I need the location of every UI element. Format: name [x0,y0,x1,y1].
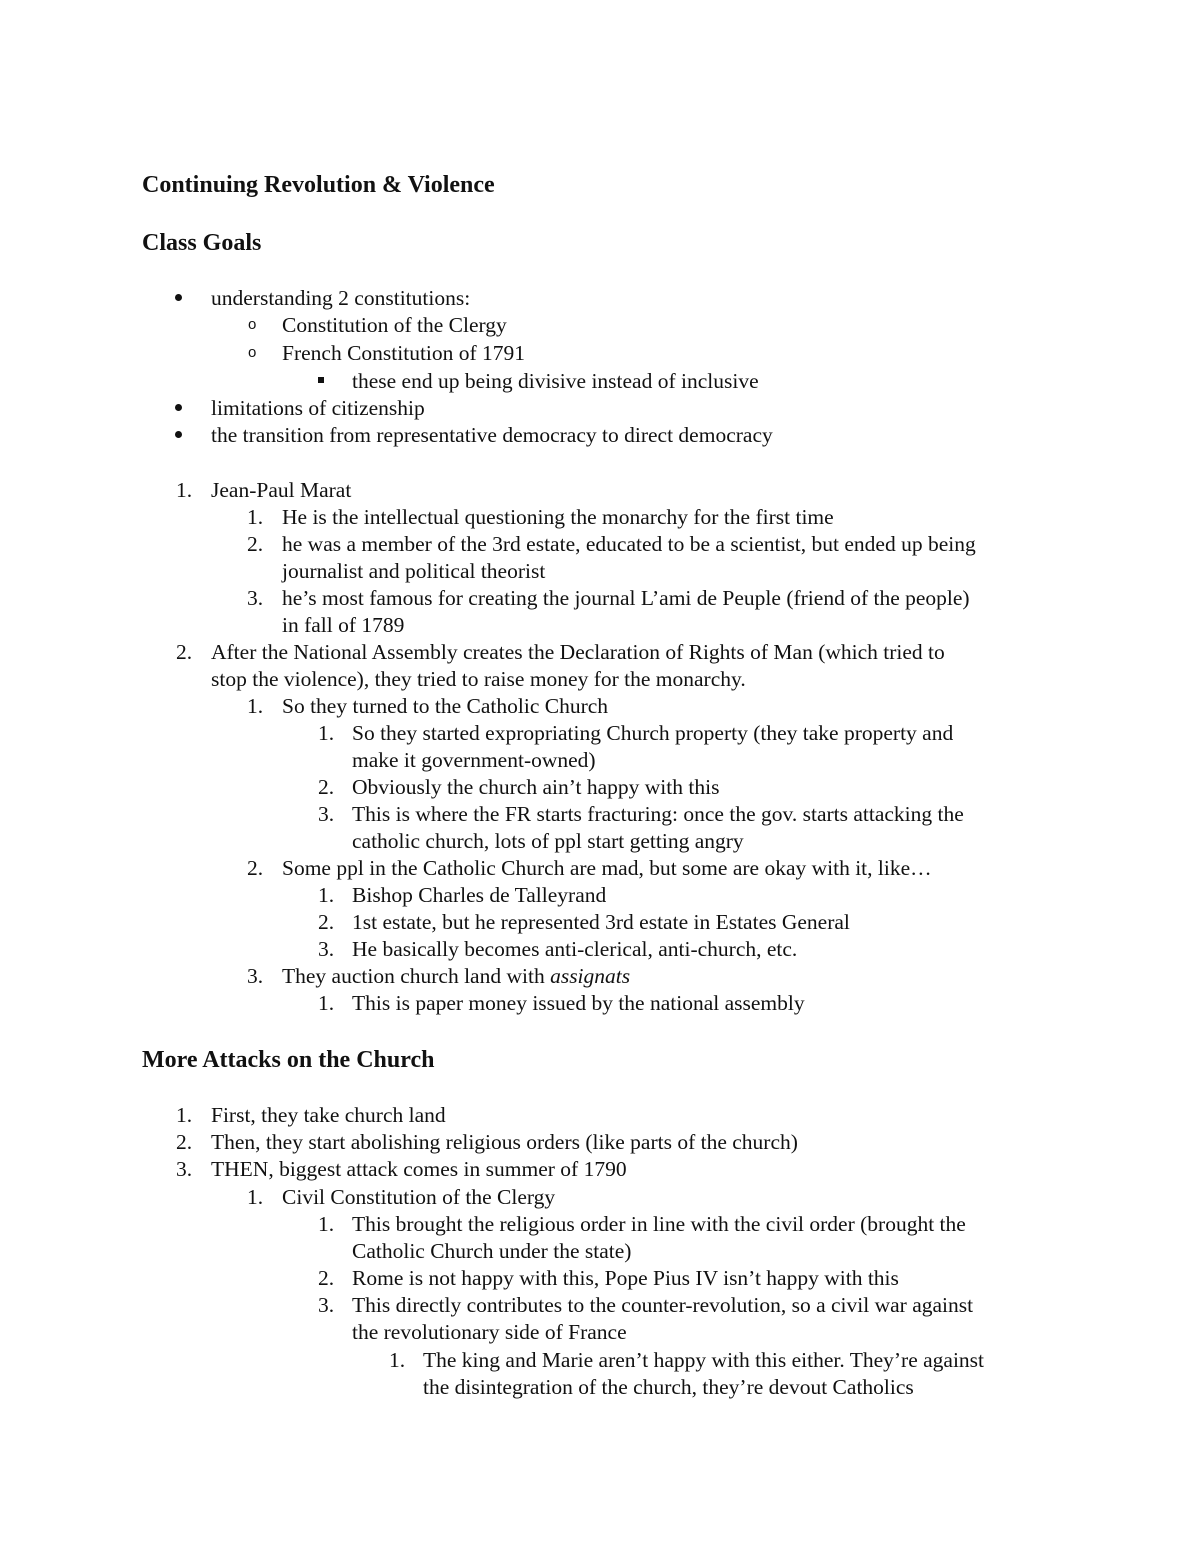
list-item-continuation: in fall of 1789 [282,613,405,637]
list-item: he’s most famous for creating the journal L’ami de Peuple (friend of the people) [282,586,970,610]
list-number: 2. [176,640,193,664]
circle-bullet-icon: o [248,316,257,333]
list-number: 2. [318,1266,335,1290]
list-number: 1. [247,1185,264,1209]
list-number: 1. [318,721,335,745]
list-item: Rome is not happy with this, Pope Pius IV isn’t happy with this [352,1266,899,1290]
list-item: The king and Marie aren’t happy with this either. They’re against [423,1348,985,1372]
list-item: Then, they start abolishing religious orders (like parts of the church) [211,1130,798,1154]
list-item-continuation: Catholic Church under the state) [352,1239,632,1263]
list-number: 1. [318,991,335,1015]
list-item: Bishop Charles de Talleyrand [352,883,607,907]
list-number: 1. [247,694,264,718]
list-item: Jean-Paul Marat [211,478,352,502]
list-item: So they turned to the Catholic Church [282,694,609,718]
goal-item: understanding 2 constitutions: [211,286,471,310]
list-item: He basically becomes anti-clerical, anti-church, etc. [352,937,798,961]
class-goals-heading: Class Goals [142,230,262,256]
bullet-dot-icon [175,404,182,411]
list-item: First, they take church land [211,1103,446,1127]
list-item: He is the intellectual questioning the monarchy for the first time [282,505,834,529]
list-item: THEN, biggest attack comes in summer of 1790 [211,1157,627,1181]
list-item: After the National Assembly creates the Declaration of Rights of Man (which tried to [211,640,945,664]
goal-subsubitem: these end up being divisive instead of inclusive [352,369,759,393]
list-number: 3. [318,802,335,826]
list-number: 1. [318,1212,335,1236]
list-item-continuation: make it government-owned) [352,748,596,772]
list-number: 2. [247,532,264,556]
list-item: he was a member of the 3rd estate, educated to be a scientist, but ended up being [282,532,976,556]
list-number: 2. [318,910,335,934]
list-item: Civil Constitution of the Clergy [282,1185,556,1209]
square-bullet-icon [318,377,324,383]
goal-subitem: French Constitution of 1791 [282,341,526,365]
list-number: 1. [176,478,193,502]
list-item: This is where the FR starts fracturing: once the gov. starts attacking the [352,802,964,826]
attacks-heading: More Attacks on the Church [142,1047,435,1073]
list-number: 2. [318,775,335,799]
list-number: 3. [247,964,264,988]
goal-item: limitations of citizenship [211,396,425,420]
list-item: Obviously the church ain’t happy with this [352,775,720,799]
list-item-continuation: journalist and political theorist [282,559,546,583]
list-number: 2. [247,856,264,880]
list-number: 3. [318,937,335,961]
goal-item: the transition from representative democracy to direct democracy [211,423,773,447]
list-item-continuation: the disintegration of the church, they’re devout Catholics [423,1375,914,1399]
list-number: 2. [176,1130,193,1154]
list-item: This brought the religious order in line with the civil order (brought the [352,1212,966,1236]
bullet-dot-icon [175,294,182,301]
assignats-term: assignats [550,964,631,988]
bullet-dot-icon [175,431,182,438]
document-title: Continuing Revolution & Violence [142,172,495,198]
list-number: 1. [318,883,335,907]
circle-bullet-icon: o [248,344,257,361]
list-item: So they started expropriating Church property (they take property and [352,721,954,745]
list-item: This directly contributes to the counter-revolution, so a civil war against [352,1293,974,1317]
list-item-continuation: the revolutionary side of France [352,1320,627,1344]
list-item [282,963,630,990]
goal-subitem: Constitution of the Clergy [282,313,507,337]
list-number: 3. [318,1293,335,1317]
list-number: 1. [247,505,264,529]
list-item: Some ppl in the Catholic Church are mad, but some are okay with it, like… [282,856,932,880]
list-item-continuation: stop the violence), they tried to raise money for the monarchy. [211,667,746,691]
list-number: 1. [176,1103,193,1127]
list-number: 3. [247,586,264,610]
list-number: 3. [176,1157,193,1181]
list-item: 1st estate, but he represented 3rd estate in Estates General [352,910,850,934]
list-number: 1. [389,1348,406,1372]
list-item: This is paper money issued by the national assembly [352,991,805,1015]
list-item-continuation: catholic church, lots of ppl start getting angry [352,829,744,853]
list-item-text: They auction church land with [282,964,551,988]
